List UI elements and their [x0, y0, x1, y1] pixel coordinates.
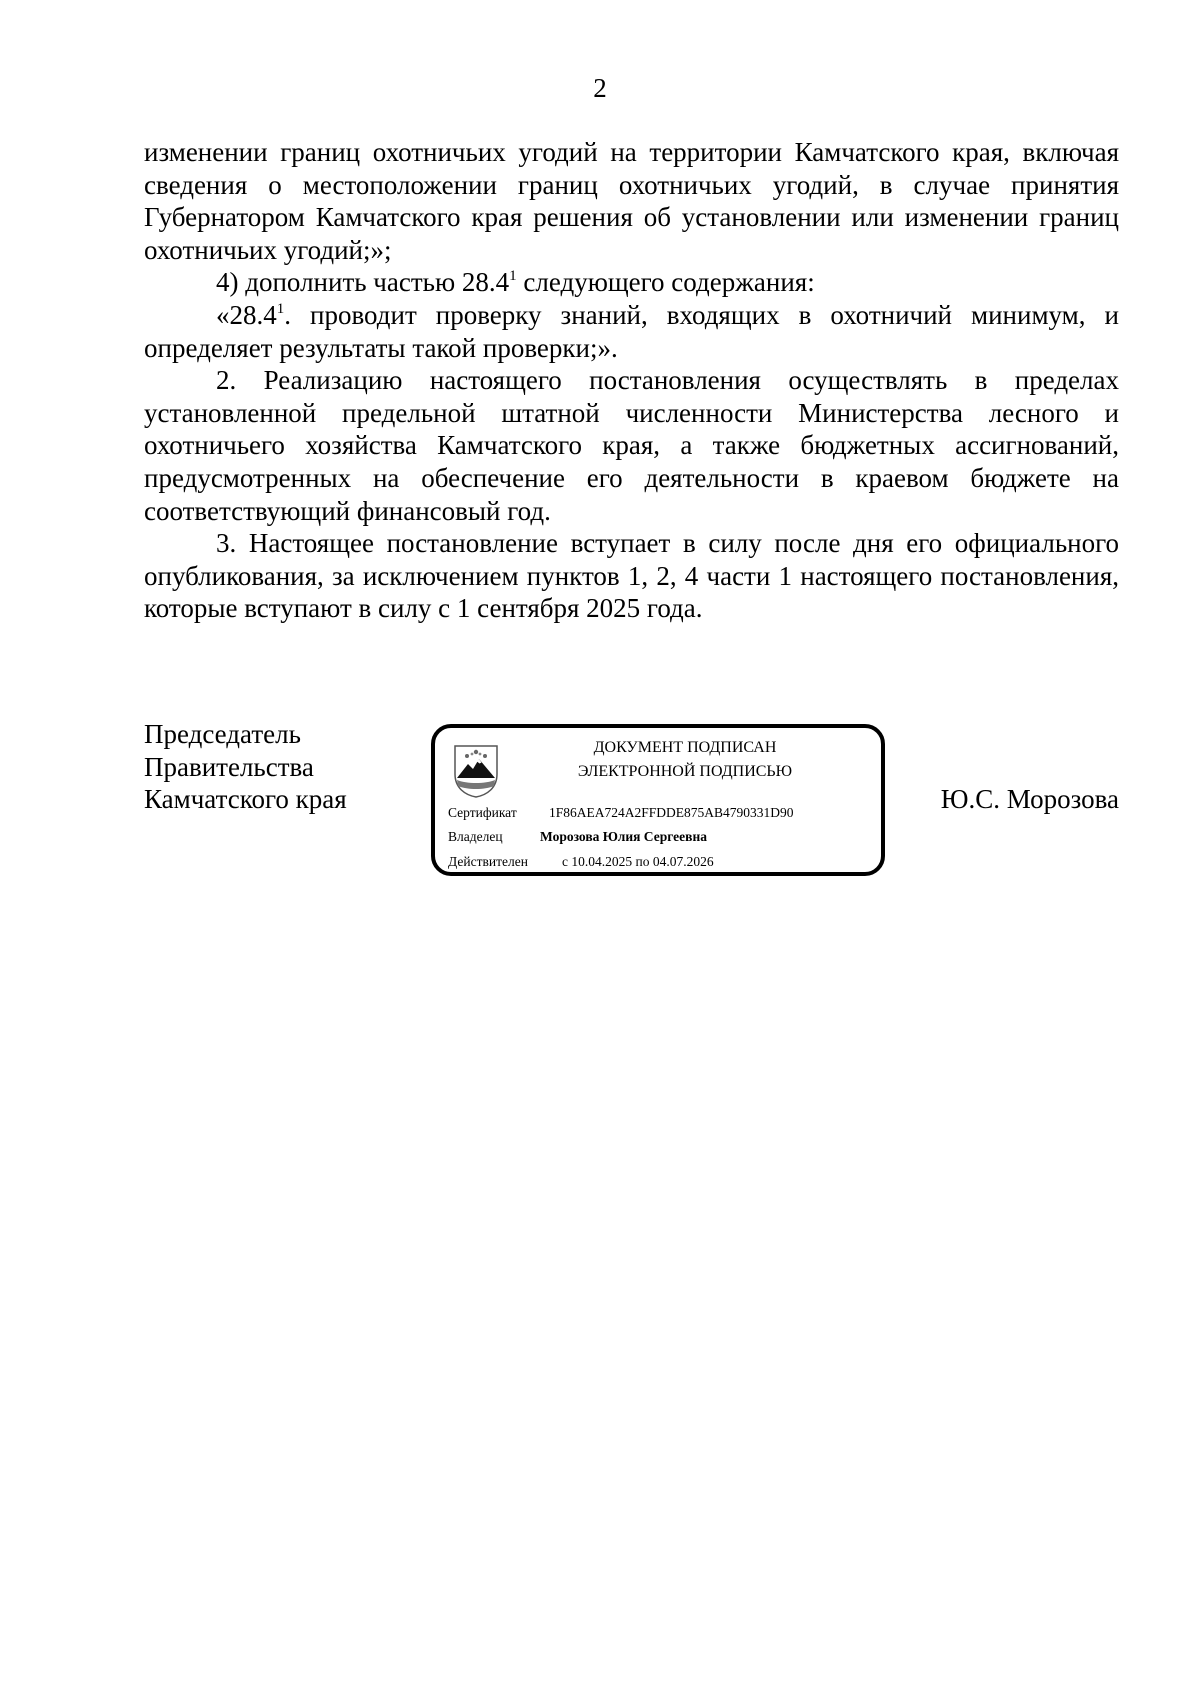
superscript: 1 — [509, 268, 517, 285]
signer-position-line: Правительства — [144, 751, 314, 782]
signer-position-line: Камчатского края — [144, 784, 347, 815]
stamp-certificate-row — [448, 805, 794, 821]
stamp-header-line: ЭЛЕКТРОННОЙ ПОДПИСЬЮ — [577, 763, 793, 780]
signer-name: Ю.С. Морозова — [940, 784, 1119, 814]
validity-value: с 10.04.2025 по 04.07.2026 — [562, 854, 714, 869]
stamp-owner-row — [448, 829, 707, 845]
owner-value: Морозова Юлия Сергеевна — [540, 829, 707, 844]
document-body — [144, 136, 1119, 625]
paragraph-item-4-text-before: 4) дополнить частью 28.4 — [216, 267, 510, 298]
signer-position-line: Председатель — [144, 719, 301, 749]
electronic-signature-stamp — [431, 724, 885, 876]
stamp-validity-row — [448, 854, 714, 870]
paragraph-quoted-clause — [144, 299, 1119, 364]
superscript: 1 — [276, 300, 285, 317]
stamp-header-line: ДОКУМЕНТ ПОДПИСАН — [593, 739, 777, 756]
certificate-label: Сертификат — [448, 805, 517, 820]
signer-position — [144, 718, 347, 816]
validity-label: Действителен — [448, 854, 528, 869]
paragraph-3: 3. Настоящее постановление вступает в силу после дня его официального опубликования, за исключением пунктов 1, 2, 4 части 1 настоящего постановления, которые вступают в силу с 1 сентября 2025 года. — [144, 528, 1119, 624]
page-number: 2 — [593, 73, 607, 103]
paragraph-continuation: изменении границ охотничьих угодий на территории Камчатского края, включая сведения о местоположении границ охотничьих угодий, в случае принятия Губернатором Камчатского края решения об установлении или изменении границ охотничьих угодий;»; — [144, 137, 1119, 265]
kamchatka-coat-of-arms-icon — [451, 742, 501, 798]
paragraph-quoted-clause-before: «28.4 — [216, 299, 277, 330]
stamp-header — [535, 736, 835, 784]
paragraph-quoted-clause-after: . проводит проверку знаний, входящих в охотничий минимум, и определяет результаты такой проверки;». — [144, 299, 1119, 363]
certificate-value: 1F86AEA724A2FFDDE875AB4790331D90 — [549, 805, 794, 820]
owner-label: Владелец — [448, 829, 503, 844]
paragraph-item-4-text-after: следующего содержания: — [516, 267, 815, 298]
paragraph-2: 2. Реализацию настоящего постановления осуществлять в пределах установленной предельной штатной численности Министерства лесного и охотничьего хозяйства Камчатского края, а также бюджетных ассигнований, предусмотренных на обеспечение его деятельности в краевом бюджете на соответствующий финансовый год. — [144, 365, 1119, 526]
paragraph-item-4 — [144, 266, 1119, 299]
